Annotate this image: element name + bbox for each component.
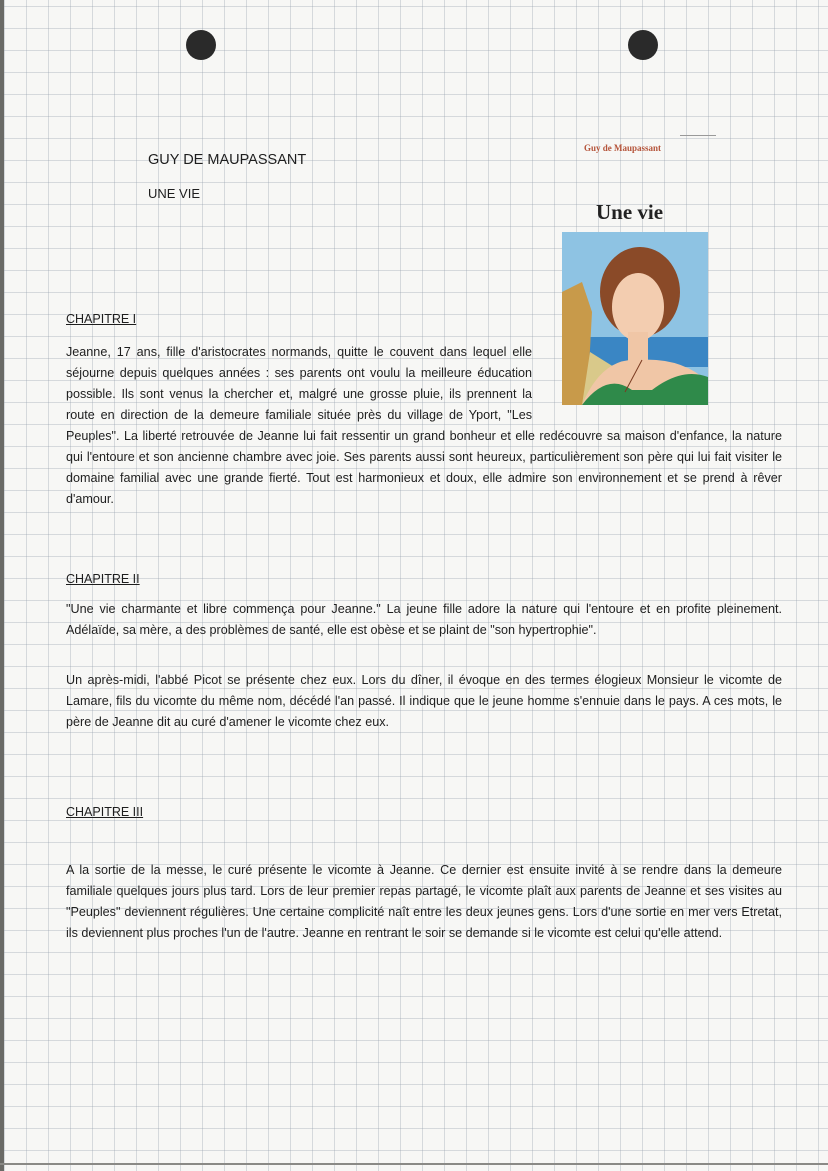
cover-author: Guy de Maupassant	[584, 143, 662, 153]
chapter-paragraph: "Une vie charmante et libre commença pour Jeanne." La jeune fille adore la nature qui l'entoure et en profite pleinement. Adélaïde, sa mère, a des problèmes de santé, elle est obèse et se plaint de "son hypertrophie".	[66, 602, 782, 637]
cover-title: Une vie	[596, 200, 664, 224]
chapter-paragraph	[66, 342, 782, 510]
chapter-heading: CHAPITRE I	[66, 312, 137, 326]
chapter-heading: CHAPITRE III	[66, 805, 144, 819]
punch-hole	[628, 30, 658, 60]
punch-hole	[186, 30, 216, 60]
page-margin-line	[0, 0, 4, 1171]
paragraph-text: Jeanne, 17 ans, fille d'aristocrates normands, quitte le couvent dans lequel elle séjourne depuis quelques années : ses parents ont voulu la meilleure éducation possible. Ils sont venus la chercher et, malgré une grosse pluie, ils prennent la route en direction de la demeure familiale située près du village de Yport, "Les Peuples". La liberté retrouvée de Jeanne lui fait ressentir un grand bonheur et elle redécouvre sa maison d'enfance, la nature qui l'entoure et son ancienne chambre avec joie. Ses parents aussi sont heureux, particulièrement son père qui lui fait visiter le domaine familial avec une grande fierté. Tout est harmonieux et doux, elle admire son environnement et se prend à rêver d'amour.	[66, 345, 782, 506]
author-heading: GUY DE MAUPASSANT	[148, 152, 307, 168]
cover-rule	[680, 135, 716, 136]
chapter-paragraph: A la sortie de la messe, le curé présente le vicomte à Jeanne. Ce dernier est ensuite invité à se rendre dans la demeure familiale quelques jours plus tard. Lors de leur premier repas partagé, le vicomte plaît aux parents de Jeanne et ses visites au "Peuples" deviennent régulières. Une certaine complicité naît entre les deux jeunes gens. Lors d'une sortie en mer vers Etretat, ils deviennent plus proches l'un de l'autre. Jeanne en rentrant le soir se demande si le vicomte est celui qu'elle attend.	[66, 863, 782, 940]
page-edge	[0, 1163, 828, 1165]
chapter-paragraph: Un après-midi, l'abbé Picot se présente chez eux. Lors du dîner, il évoque en des termes élogieux Monsieur le vicomte de Lamare, fils du vicomte du même nom, décédé l'an passé. Il indique que le jeune homme s'ennuie dans le pays. A ces mots, le père de Jeanne dit au curé d'amener le vicomte chez eux.	[66, 673, 782, 729]
chapter-heading: CHAPITRE II	[66, 572, 140, 586]
book-title: UNE VIE	[148, 186, 201, 201]
